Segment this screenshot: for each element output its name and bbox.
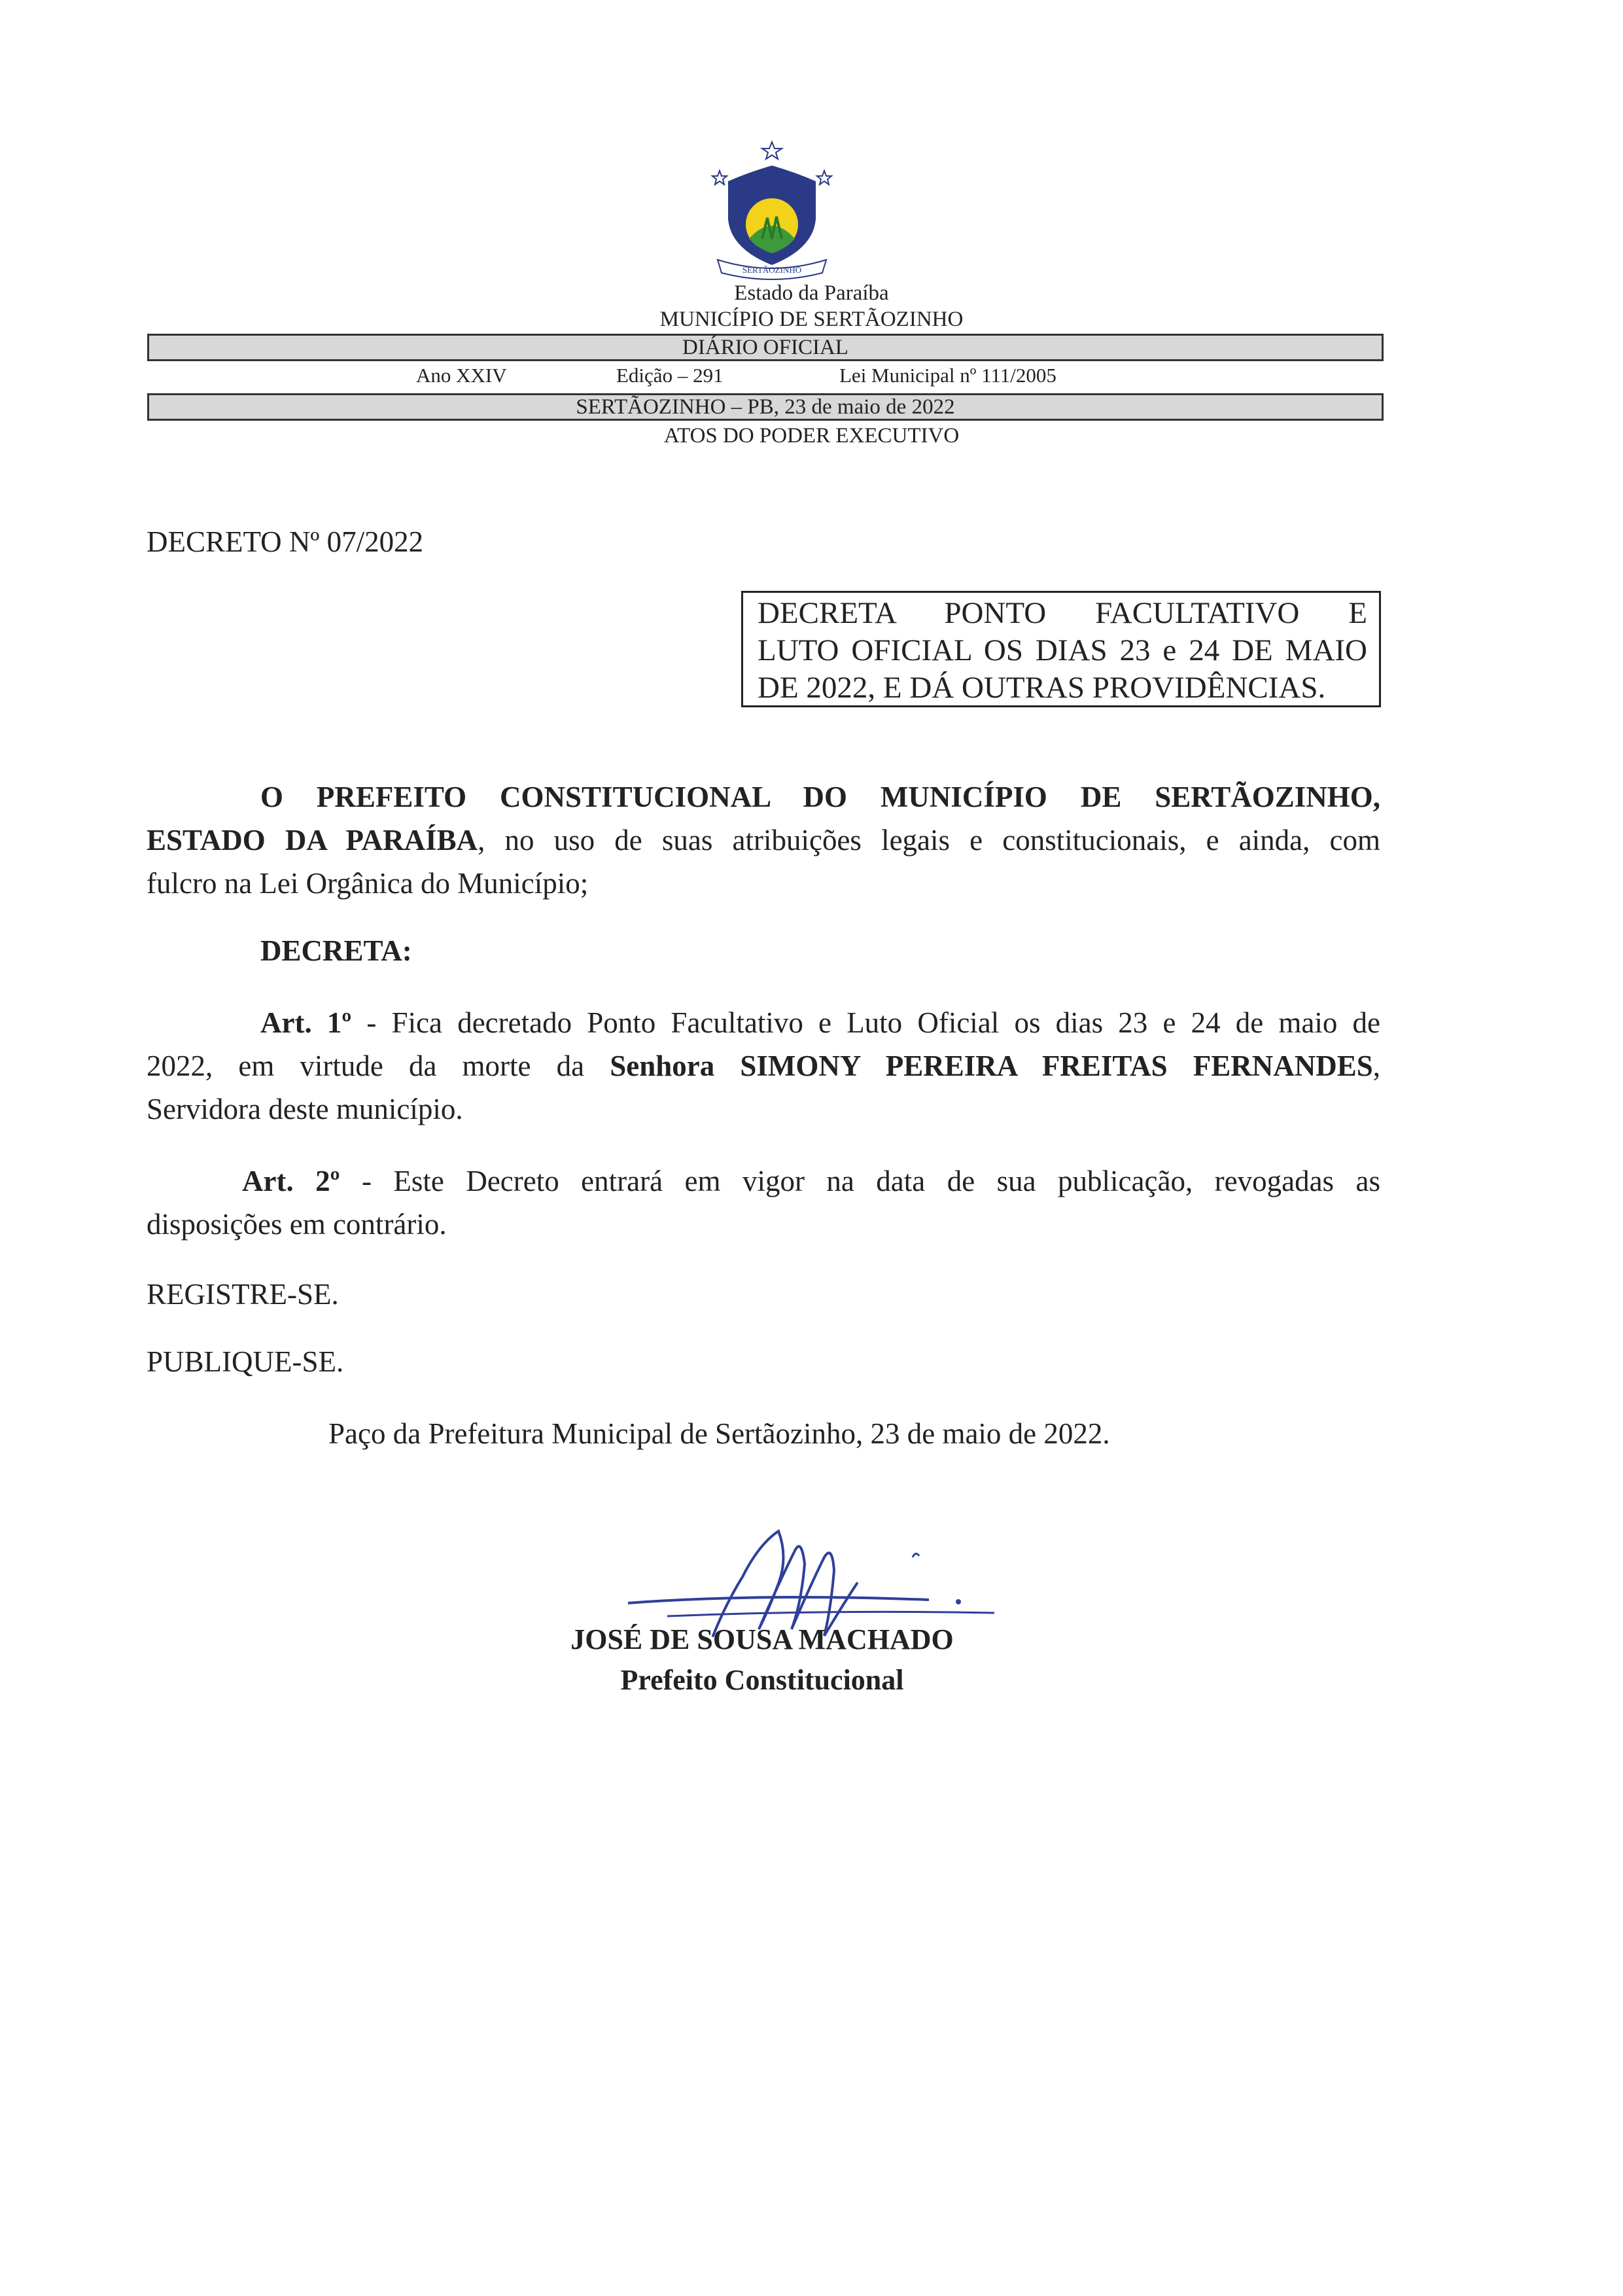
state-bold: ESTADO DA PARAÍBA <box>147 824 478 857</box>
art1-comma: , <box>1372 1050 1380 1082</box>
summary-line: DECRETA PONTO FACULTATIVO E <box>758 596 1367 630</box>
preamble-rest: , no uso de suas atribuições legais e constitucionais, e ainda, com <box>478 824 1380 857</box>
publish-line: PUBLIQUE-SE. <box>147 1345 344 1378</box>
art1-line-3: Servidora deste município. <box>147 1093 463 1125</box>
art2-label: Art. 2º <box>242 1165 340 1197</box>
gazette-law: Lei Municipal nº 111/2005 <box>839 364 1056 387</box>
art1-label: Art. 1º <box>260 1006 352 1039</box>
art1-text-2: 2022, em virtude da morte da <box>147 1050 610 1082</box>
gazette-year: Ano XXIV <box>416 364 507 387</box>
decreta-label: DECRETA: <box>260 934 412 967</box>
gazette-edition: Edição – 291 <box>616 364 724 387</box>
municipality-name: MUNICÍPIO DE SERTÃOZINHO <box>659 308 964 331</box>
art1-line-1 <box>260 1001 1380 1044</box>
decree-summary-box <box>741 591 1381 707</box>
municipal-crest-logo <box>710 141 834 281</box>
gazette-title-bar: DIÁRIO OFICIAL <box>147 334 1384 361</box>
state-name: Estado da Paraíba <box>734 281 889 305</box>
closing-place-date: Paço da Prefeitura Municipal de Sertãozinho, 23 de maio de 2022. <box>328 1417 1110 1450</box>
art1-text: - Fica decretado Ponto Facultativo e Luto Oficial os dias 23 e 24 de maio de <box>351 1006 1381 1039</box>
decree-number: DECRETO Nº 07/2022 <box>147 525 424 558</box>
section-title: ATOS DO PODER EXECUTIVO <box>663 424 960 448</box>
art1-line-2 <box>147 1044 1380 1087</box>
summary-line: DE 2022, E DÁ OUTRAS PROVIDÊNCIAS. <box>758 671 1326 705</box>
art2-text: - Este Decreto entrará em vigor na data de sua publicação, revogadas as <box>340 1165 1381 1197</box>
register-line: REGISTRE-SE. <box>147 1278 339 1311</box>
preamble-line-3: fulcro na Lei Orgânica do Município; <box>147 867 589 900</box>
deceased-name: Senhora SIMONY PEREIRA FREITAS FERNANDES <box>610 1050 1373 1082</box>
summary-line: LUTO OFICIAL OS DIAS 23 e 24 DE MAIO <box>758 633 1367 667</box>
signatory-title: Prefeito Constitucional <box>620 1664 904 1696</box>
crest-ribbon-text: SERTÃOZINHO <box>742 265 802 275</box>
signatory-name: JOSÉ DE SOUSA MACHADO <box>570 1623 954 1655</box>
preamble-line-1: O PREFEITO CONSTITUCIONAL DO MUNICÍPIO DE SERTÃOZINHO, <box>260 781 1380 813</box>
preamble-line-2 <box>147 819 1380 862</box>
place-date-bar: SERTÃOZINHO – PB, 23 de maio de 2022 <box>147 393 1384 421</box>
art2-line-2: disposições em contrário. <box>147 1208 447 1241</box>
art2-line-1 <box>242 1159 1380 1203</box>
